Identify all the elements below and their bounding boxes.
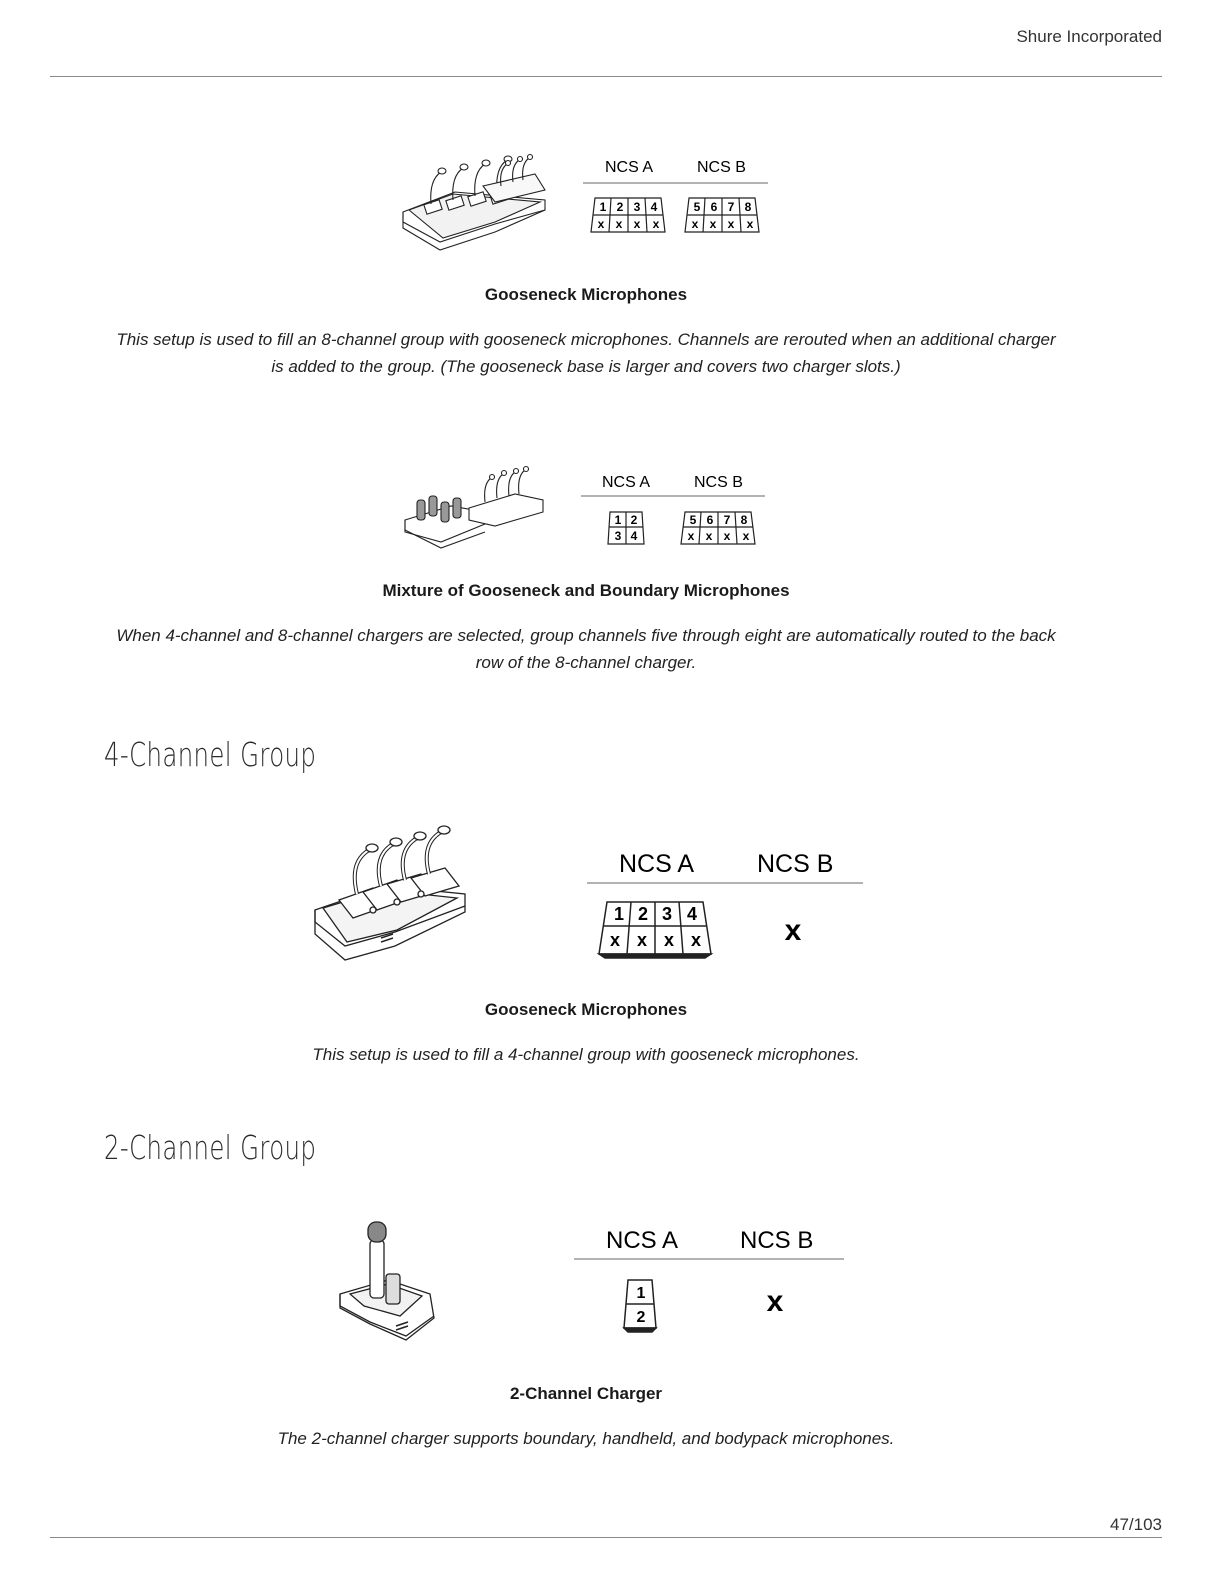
ncs-a-top-2: 2 — [637, 904, 649, 924]
ncs-b-label: NCS B — [697, 159, 746, 176]
section-title-2-channel: 2-Channel Group — [104, 1128, 317, 1167]
section-title-4-channel: 4-Channel Group — [104, 735, 317, 774]
footer-rule — [50, 1537, 1162, 1538]
ncs-b-top-7: 7 — [723, 513, 731, 527]
ncs-a-top-3: 3 — [661, 904, 673, 924]
page-number: 47/103 — [1110, 1515, 1162, 1534]
charger-4ch-illustration — [315, 826, 465, 960]
ncs-b-empty-marker: x — [766, 1285, 784, 1318]
ncs-b-top-6: 6 — [706, 513, 714, 527]
ncs-a-top-1: 1 — [599, 200, 607, 214]
charger-mixed-illustration — [405, 467, 543, 549]
ncs-a-top-2: 2 — [630, 513, 638, 527]
ncs-a-bottom-2: x — [615, 217, 623, 231]
ncs-b-top-8: 8 — [744, 200, 752, 214]
figure-2ch-charger — [330, 1218, 850, 1348]
ncs-b-bottom-3: x — [727, 217, 735, 231]
ncs-a-bottom-4: x — [652, 217, 660, 231]
figure-mixed-mics — [395, 462, 775, 572]
ncs-b-bottom-3: x — [723, 529, 731, 543]
ncs-a-bottom-4: 4 — [630, 529, 638, 543]
figure-caption: Gooseneck Microphones — [484, 285, 688, 304]
figure-description: This setup is used to fill a 4-channel group with gooseneck microphones. — [312, 1045, 860, 1064]
ncs-a-label: NCS A — [602, 474, 651, 491]
charger-gooseneck-illustration — [403, 155, 545, 251]
figure-caption: Gooseneck Microphones — [484, 1000, 688, 1019]
ncs-b-label: NCS B — [740, 1227, 814, 1254]
ncs-a-top-1: 1 — [636, 1285, 646, 1302]
ncs-a-top-4: 4 — [650, 200, 658, 214]
ncs-a-bottom-3: x — [633, 217, 641, 231]
ncs-b-top-7: 7 — [727, 200, 735, 214]
ncs-b-bottom-1: x — [687, 529, 695, 543]
ncs-b-bottom-2: x — [705, 529, 713, 543]
figure-description: The 2-channel charger supports boundary, handheld, and bodypack microphones. — [277, 1429, 895, 1448]
charger-2ch-illustration — [340, 1222, 434, 1340]
ncs-b-top-5: 5 — [689, 513, 697, 527]
ncs-b-bottom-4: x — [746, 217, 754, 231]
ncs-a-bottom-2: 2 — [636, 1309, 646, 1326]
ncs-a-bottom-3: x — [663, 930, 675, 950]
ncs-b-top-5: 5 — [693, 200, 701, 214]
header-rule — [50, 76, 1162, 77]
ncs-b-label: NCS B — [757, 850, 834, 878]
ncs-a-top-3: 3 — [633, 200, 641, 214]
header-company: Shure Incorporated — [1016, 27, 1162, 46]
ncs-b-top-8: 8 — [740, 513, 748, 527]
ncs-a-bottom-1: x — [609, 930, 621, 950]
ncs-a-label: NCS A — [619, 850, 695, 878]
ncs-b-bottom-4: x — [742, 529, 750, 543]
ncs-a-top-2: 2 — [616, 200, 624, 214]
figure-description: When 4-channel and 8-channel chargers are selected, group channels five through eight are automatically routed to the back row of the 8-channel charger. — [116, 626, 1056, 672]
ncs-b-top-6: 6 — [710, 200, 718, 214]
ncs-a-top-1: 1 — [613, 904, 625, 924]
figure-description: This setup is used to fill an 8-channel group with gooseneck microphones. Channels are rerouted when an additional charger is added to the group. (The gooseneck base is larger and covers two charger slots.) — [116, 330, 1056, 376]
ncs-a-bottom-2: x — [636, 930, 648, 950]
ncs-a-top-4: 4 — [686, 904, 698, 924]
ncs-b-empty-marker: x — [784, 914, 802, 947]
figure-caption: Mixture of Gooseneck and Boundary Microphones — [382, 581, 790, 600]
ncs-a-label: NCS A — [606, 1227, 679, 1254]
figure-caption: 2-Channel Charger — [509, 1384, 663, 1403]
figure-gooseneck-4ch — [305, 822, 875, 972]
ncs-b-label: NCS B — [694, 474, 743, 491]
ncs-b-bottom-2: x — [709, 217, 717, 231]
ncs-a-top-1: 1 — [614, 513, 622, 527]
ncs-a-bottom-3: 3 — [614, 529, 622, 543]
ncs-a-bottom-4: x — [690, 930, 702, 950]
figure-gooseneck-8ch — [395, 150, 775, 260]
ncs-b-bottom-1: x — [691, 217, 699, 231]
ncs-a-slots — [608, 512, 644, 544]
ncs-a-label: NCS A — [605, 159, 654, 176]
ncs-a-bottom-1: x — [597, 217, 605, 231]
